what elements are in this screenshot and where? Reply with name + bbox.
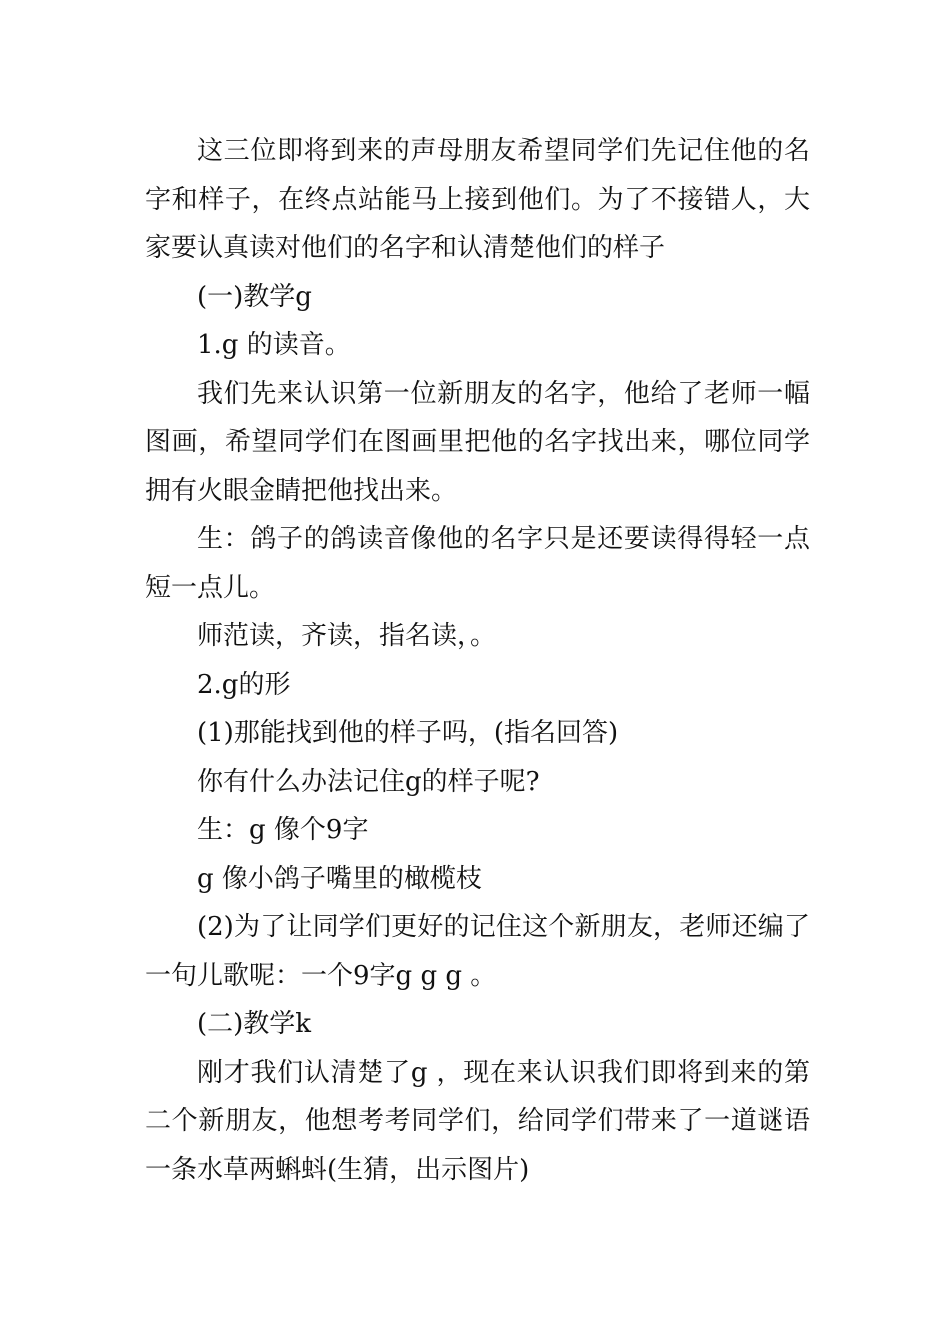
paragraph-first-friend: 我们先来认识第一位新朋友的名字，他给了老师一幅图画，希望同学们在图画里把他的名字找出来，哪位同学拥有火眼金睛把他找出来。 [145, 378, 810, 506]
paragraph-olive-branch: g 像小鸽子嘴里的橄榄枝 [197, 863, 482, 894]
paragraph-riddle: 刚才我们认清楚了g ，现在来认识我们即将到来的第二个新朋友，他想考考同学们，给同学们带来了一道谜语一条水草两蝌蚪(生猜，出示图片) [145, 1057, 810, 1185]
paragraph-intro: 这三位即将到来的声母朋友希望同学们先记住他的名字和样子，在终点站能马上接到他们。为了不接错人，大家要认真读对他们的名字和认清楚他们的样子 [145, 136, 810, 263]
paragraph-remember-question: 你有什么办法记住g的样子呢? [197, 766, 540, 797]
paragraph-find-shape: (1)那能找到他的样子吗，(指名回答) [197, 718, 619, 748]
paragraph-student-answer: 生：鸽子的鸽读音像他的名字只是还要读得得轻一点短一点儿。 [145, 524, 810, 603]
paragraph-teacher-reads: 师范读，齐读，指名读，。 [197, 621, 497, 651]
document-body [145, 127, 810, 1194]
heading-teach-g: (一)教学g [197, 281, 312, 312]
paragraph-nursery-rhyme: (2)为了让同学们更好的记住这个新朋友，老师还编了一句儿歌呢：一个9字g g g 。 [145, 912, 810, 991]
paragraph-student-nine: 生：g 像个9字 [197, 815, 369, 845]
subheading-g-pronunciation: 1.g 的读音。 [197, 330, 351, 360]
heading-teach-k: (二)教学k [197, 1009, 312, 1039]
subheading-g-shape: 2.g的形 [197, 669, 291, 700]
